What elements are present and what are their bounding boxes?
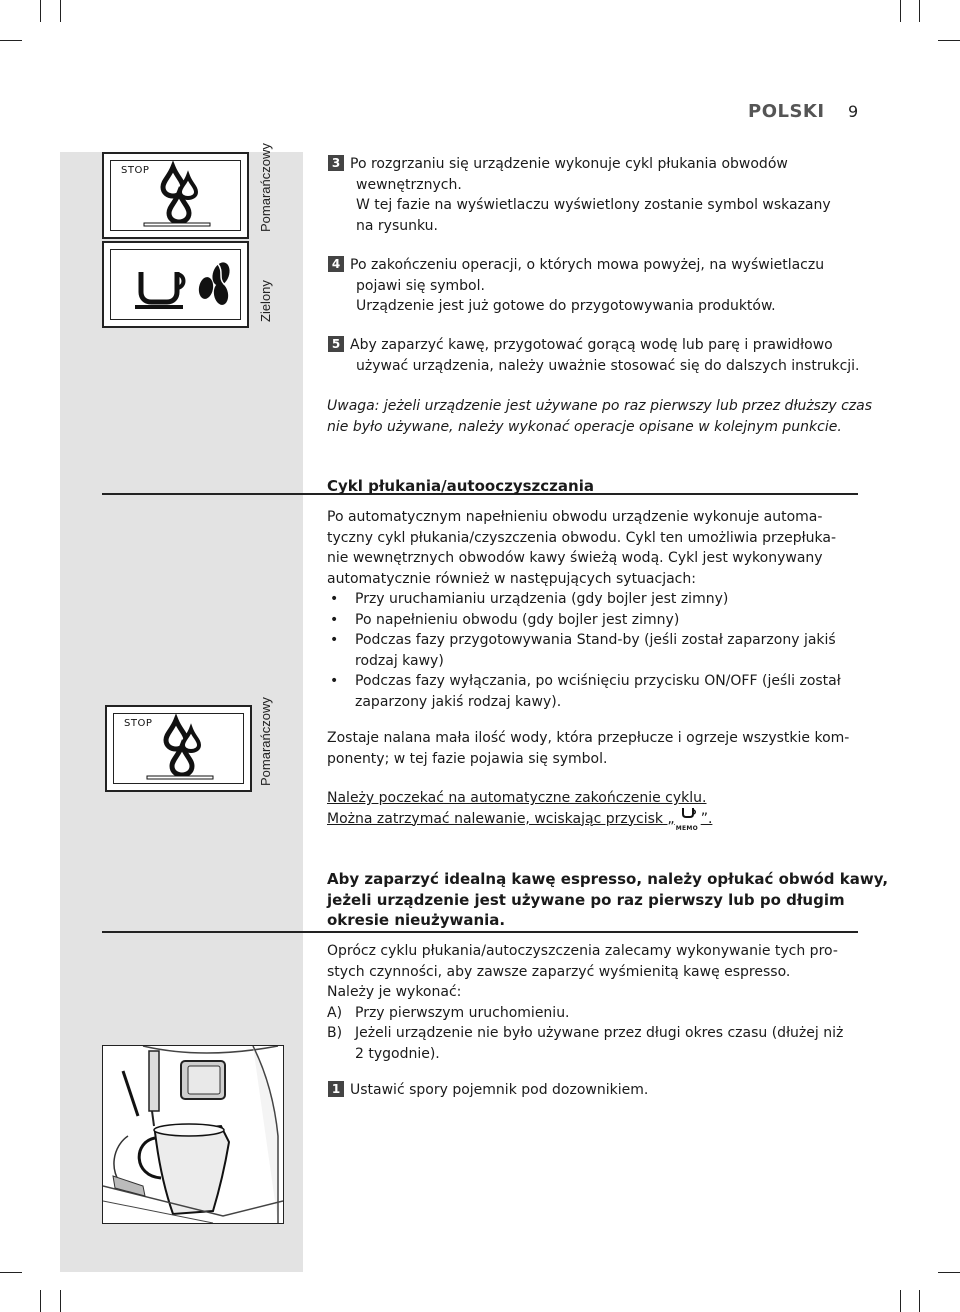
text-line: na rysunku. (356, 217, 438, 234)
coffee-beans-icon (191, 258, 241, 308)
text-line: Po rozgrzaniu się urządzenie wykonuje cykl płukania obwodów (350, 156, 788, 172)
text-line (327, 809, 897, 830)
list-item (327, 671, 897, 712)
situations-list (327, 589, 897, 712)
list-item (327, 589, 897, 610)
text-line: Należy je wykonać: (327, 984, 462, 1000)
crop-mark (0, 1272, 22, 1273)
text-line: Urządzenie jest już gotowe do przygotowywania produktów. (356, 298, 776, 314)
text-line: Ustawić spory pojemnik pod dozownikiem. (350, 1082, 649, 1098)
step-3 (330, 154, 890, 236)
section-title: Cykl płukania/autooczyszczania (327, 477, 594, 495)
display-panel-rinse-cycle (105, 705, 252, 792)
step-number: 1 (328, 1081, 344, 1097)
text-line: • Podczas fazy wyłączania, po wciśnięciu przycisku ON/OFF (jeśli został (355, 673, 841, 689)
water-drops-icon (111, 161, 242, 231)
text-line: ”. (700, 810, 713, 827)
text-line: • Przy uruchamianiu urządzenia (gdy bojler jest zimny) (355, 591, 729, 607)
text-line: W tej fazie na wyświetlaczu wyświetlony zostanie symbol wskazany (356, 197, 831, 213)
text-line: używać urządzenia, należy uważnie stosować się do dalszych instrukcji. (356, 357, 860, 374)
crop-mark (938, 1272, 960, 1273)
coffee-cup-icon (133, 254, 193, 314)
memo-label: MEMO (675, 824, 699, 832)
espresso-bold (327, 869, 897, 931)
panel-color-label: Pomarańczowy (258, 143, 273, 232)
crop-mark (40, 0, 41, 22)
crop-mark (40, 1290, 41, 1312)
water-drops-icon (114, 714, 245, 784)
text-line: stych czynności, aby zawsze zaparzyć wyśmienitą kawę espresso. (327, 963, 791, 980)
text-line: ponenty; w tej fazie pojawia się symbol. (327, 750, 608, 767)
list-item (327, 630, 897, 671)
note (327, 396, 897, 437)
text-line: 2 tygodnie). (355, 1045, 440, 1062)
list-item (327, 1023, 897, 1064)
text-line: • Podczas fazy przygotowywania Stand-by (jeśli został zaparzony jakiś (355, 632, 836, 648)
text-line: zaparzony jakiś rodzaj kawy). (355, 693, 562, 710)
display-panel-ready (102, 241, 249, 328)
text-line: Można zatrzymać nalewanie, wciskając przycisk „ (327, 810, 675, 827)
text-line: Po automatycznym napełnieniu obwodu urządzenie wykonuje automa- (327, 509, 823, 525)
page-number: 9 (848, 102, 859, 121)
crop-mark (900, 1290, 901, 1312)
section-intro (327, 507, 897, 712)
crop-mark (919, 1290, 920, 1312)
crop-mark (919, 0, 920, 22)
panel-color-label: Zielony (258, 280, 273, 322)
crop-mark (60, 1290, 61, 1312)
display-screen (110, 249, 241, 320)
espresso-para (327, 941, 897, 1064)
list-item (327, 610, 897, 631)
text-line: Uwaga: jeżeli urządzenie jest używane po raz pierwszy lub przez dłuższy czas (327, 398, 872, 414)
step-number: 3 (328, 155, 344, 171)
list-letter: B) (327, 1025, 343, 1041)
display-screen (113, 713, 244, 784)
step-number: 4 (328, 256, 344, 272)
text-line: automatycznie również w następujących sytuacjach: (327, 570, 696, 587)
step-5 (330, 335, 900, 376)
text-line: rodzaj kawy) (355, 652, 444, 669)
illustration-frame (102, 1045, 284, 1224)
panel-color-label: Pomarańczowy (258, 697, 273, 786)
section-divider (102, 931, 858, 933)
text-line: okresie nieużywania. (327, 911, 506, 929)
text-line: jeżeli urządzenie jest używane po raz pierwszy lub po długim (327, 890, 845, 909)
step-4 (330, 255, 890, 317)
crop-mark (0, 40, 22, 41)
list-letter: A) (327, 1004, 343, 1021)
section-para2 (327, 728, 897, 769)
text-line: Należy poczekać na automatyczne zakończenie cyklu. (327, 790, 707, 806)
text-line: pojawi się symbol. (356, 277, 485, 294)
display-panel-rinse (102, 152, 249, 239)
crop-mark (938, 40, 960, 41)
crop-mark (60, 0, 61, 22)
text-line: tyczny cykl płukania/czyszczenia obwodu. Cykl ten umożliwia przepłuka- (327, 529, 836, 546)
text-line: Zostaje nalana mała ilość wody, która przepłucze i ogrzeje wszystkie kom- (327, 730, 850, 746)
section-underlined (327, 788, 897, 832)
display-screen (110, 160, 241, 231)
crop-mark (900, 0, 901, 22)
text-line: nie było używane, należy wykonać operacje opisane w kolejnym punkcie. (327, 418, 842, 435)
stop-label: STOP (124, 718, 153, 729)
text-line: nie wewnętrznych obwodów kawy świeżą wodą. Cykl jest wykonywany (327, 550, 823, 566)
milk-pitcher-illustration (103, 1046, 283, 1223)
text-line: Oprócz cyklu płukania/autoczyszczenia zalecamy wykonywanie tych pro- (327, 943, 838, 959)
text-line: • Po napełnieniu obwodu (gdy bojler jest zimny) (355, 611, 680, 628)
text-line: wewnętrznych. (356, 176, 462, 193)
text-line: Aby zaparzyć kawę, przygotować gorącą wodę lub parę i prawidłowo (350, 337, 833, 353)
text-line: Po zakończeniu operacji, o których mowa powyżej, na wyświetlaczu (350, 257, 825, 273)
text-line: Jeżeli urządzenie nie było używane przez długi okres czasu (dłużej niż (355, 1025, 844, 1041)
step-number: 5 (328, 336, 344, 352)
step-1 (330, 1080, 890, 1101)
text-line: Przy pierwszym uruchomieniu. (355, 1004, 570, 1021)
memo-button-icon (675, 809, 701, 832)
stop-label: STOP (121, 165, 150, 176)
language-header: POLSKI (748, 101, 825, 122)
text-line: Aby zaparzyć idealną kawę espresso, należy opłukać obwód kawy, (327, 870, 889, 888)
list-item (327, 1003, 897, 1024)
